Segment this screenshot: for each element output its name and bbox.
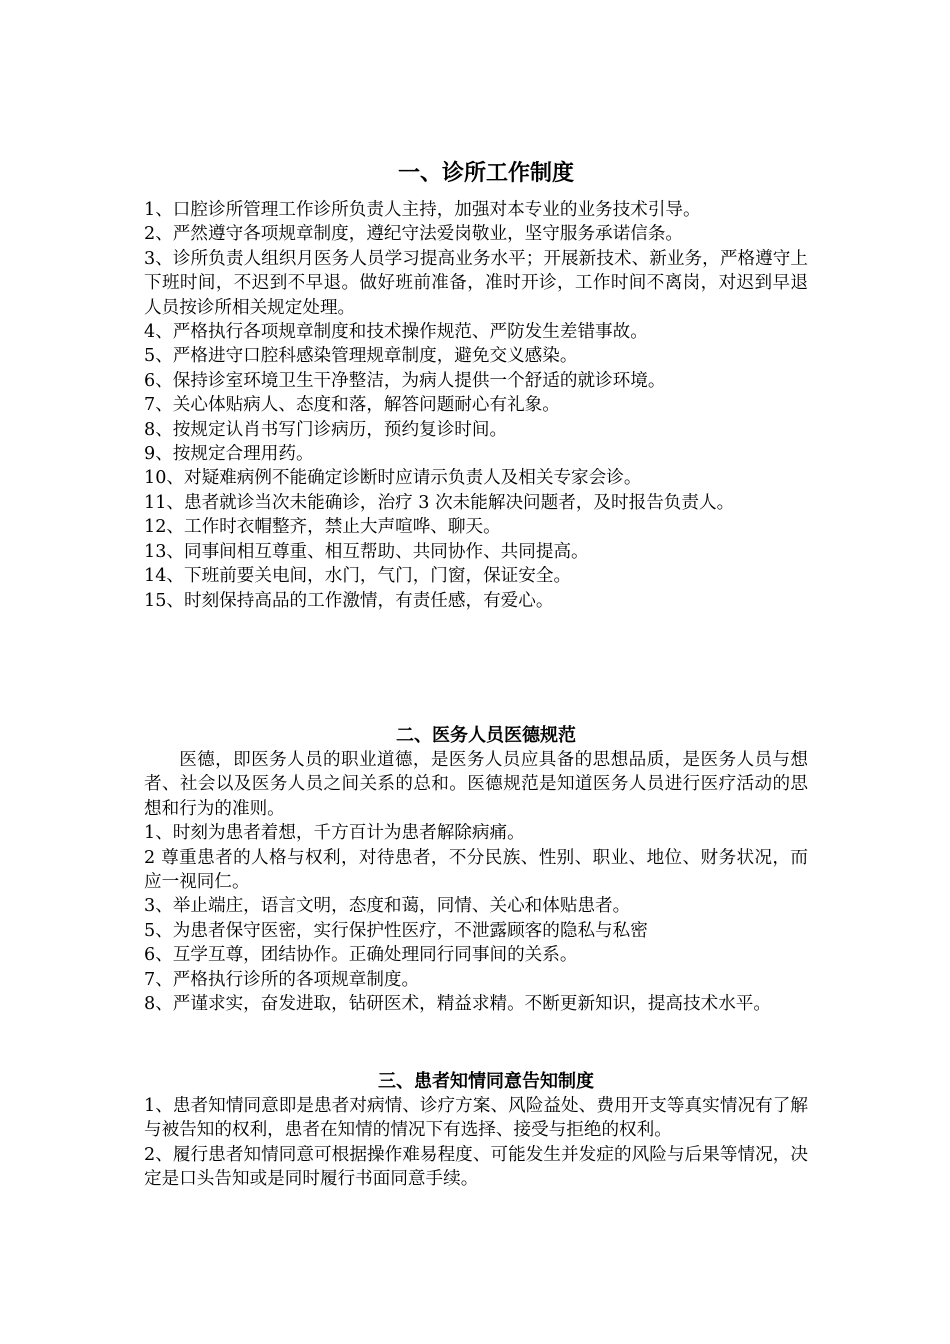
section-medical-ethics bbox=[144, 724, 808, 1016]
list-item: 3、举止端庄，语言文明，态度和蔼，同情、关心和体贴患者。 bbox=[144, 896, 631, 917]
list-item: 1、时刻为患者着想，千方百计为患者解除病痛。 bbox=[144, 823, 525, 844]
section-title: 三、患者知情同意告知制度 bbox=[378, 1071, 594, 1092]
list-item: 6、互学互尊，团结协作。正确处理同行同事间的关系。 bbox=[144, 945, 578, 966]
list-item: 8、严谨求实，奋发进取，钻研医术，精益求精。不断更新知识，提高技术水平。 bbox=[144, 994, 771, 1015]
section-title: 一、诊所工作制度 bbox=[397, 161, 574, 186]
list-item: 8、按规定认肖书写门诊病历，预约复诊时间。 bbox=[144, 419, 508, 440]
list-item: 7、关心体贴病人、态度和落，解答问题耐心有礼象。 bbox=[144, 395, 560, 416]
list-item: 7、严格执行诊所的各项规章制度。 bbox=[144, 969, 420, 990]
list-item: 5、为患者保守医密，实行保护性医疗，不泄露顾客的隐私与私密 bbox=[144, 920, 648, 941]
list-item: 10、对疑难病例不能确定诊断时应请示负责人及相关专家会诊。 bbox=[144, 468, 642, 489]
list-item: 9、按规定合理用药。 bbox=[144, 444, 314, 465]
section-informed-consent bbox=[144, 1070, 808, 1192]
list-item: 2、履行患者知情同意可根据操作难易程度、可能发生并发症的风险与后果等情况，决定是口头告知或是同时履行书面同意手续。 bbox=[144, 1144, 808, 1190]
list-item: 15、时刻保持高品的工作激情，有责任感，有爱心。 bbox=[144, 590, 554, 611]
list-item: 12、工作时衣帽整齐，禁止大声喧哗、聊天。 bbox=[144, 517, 501, 538]
section-title: 二、医务人员医德规范 bbox=[396, 725, 576, 746]
section-intro: 医德，即医务人员的职业道德，是医务人员应具备的思想品质，是医务人员与想者、社会以及医务人员之间关系的总和。医德规范是知道医务人员进行医疗活动的思想和行为的准则。 bbox=[144, 750, 808, 819]
list-item: 1、患者知情同意即是患者对病情、诊疗方案、风险益处、费用开支等真实情况有了解与被告知的权利，患者在知情的情况下有选择、接受与拒绝的权利。 bbox=[144, 1096, 808, 1141]
list-item: 4、严格执行各项规章制度和技术操作规范、严防发生差错事故。 bbox=[144, 322, 648, 343]
list-item: 14、下班前要关电间，水门，气门，门窗，保证安全。 bbox=[144, 566, 572, 587]
list-item: 11、患者就诊当次未能确诊，治疗 3 次未能解决问题者，及时报告负责人。 bbox=[144, 492, 735, 513]
list-item: 6、保持诊室环境卫生干净整洁，为病人提供一个舒适的就诊环境。 bbox=[144, 370, 666, 391]
section-clinic-work-rules bbox=[144, 158, 808, 613]
list-item: 2 尊重患者的人格与权利，对待患者，不分民族、性别、职业、地位、财务状况，而应一视同仁。 bbox=[144, 847, 808, 893]
list-item: 13、同事间相互尊重、相互帮助、共同协作、共同提高。 bbox=[144, 541, 589, 562]
list-item: 1、口腔诊所管理工作诊所负责人主持，加强对本专业的业务技术引导。 bbox=[144, 200, 701, 220]
list-item: 2、严然遵守各项规章制度，遵纪守法爱岗敬业，坚守服务承诺信条。 bbox=[144, 224, 684, 245]
list-item: 5、严格进守口腔科感染管理规章制度，避免交义感染。 bbox=[144, 346, 578, 367]
list-item: 3、诊所负责人组织月医务人员学习提高业务水平；开展新技术、新业务，严格遵守上下班时间，不迟到不早退。做好班前准备，准时开诊，工作时间不离岗，对迟到早退人员按诊所相关规定处理。 bbox=[144, 248, 808, 318]
